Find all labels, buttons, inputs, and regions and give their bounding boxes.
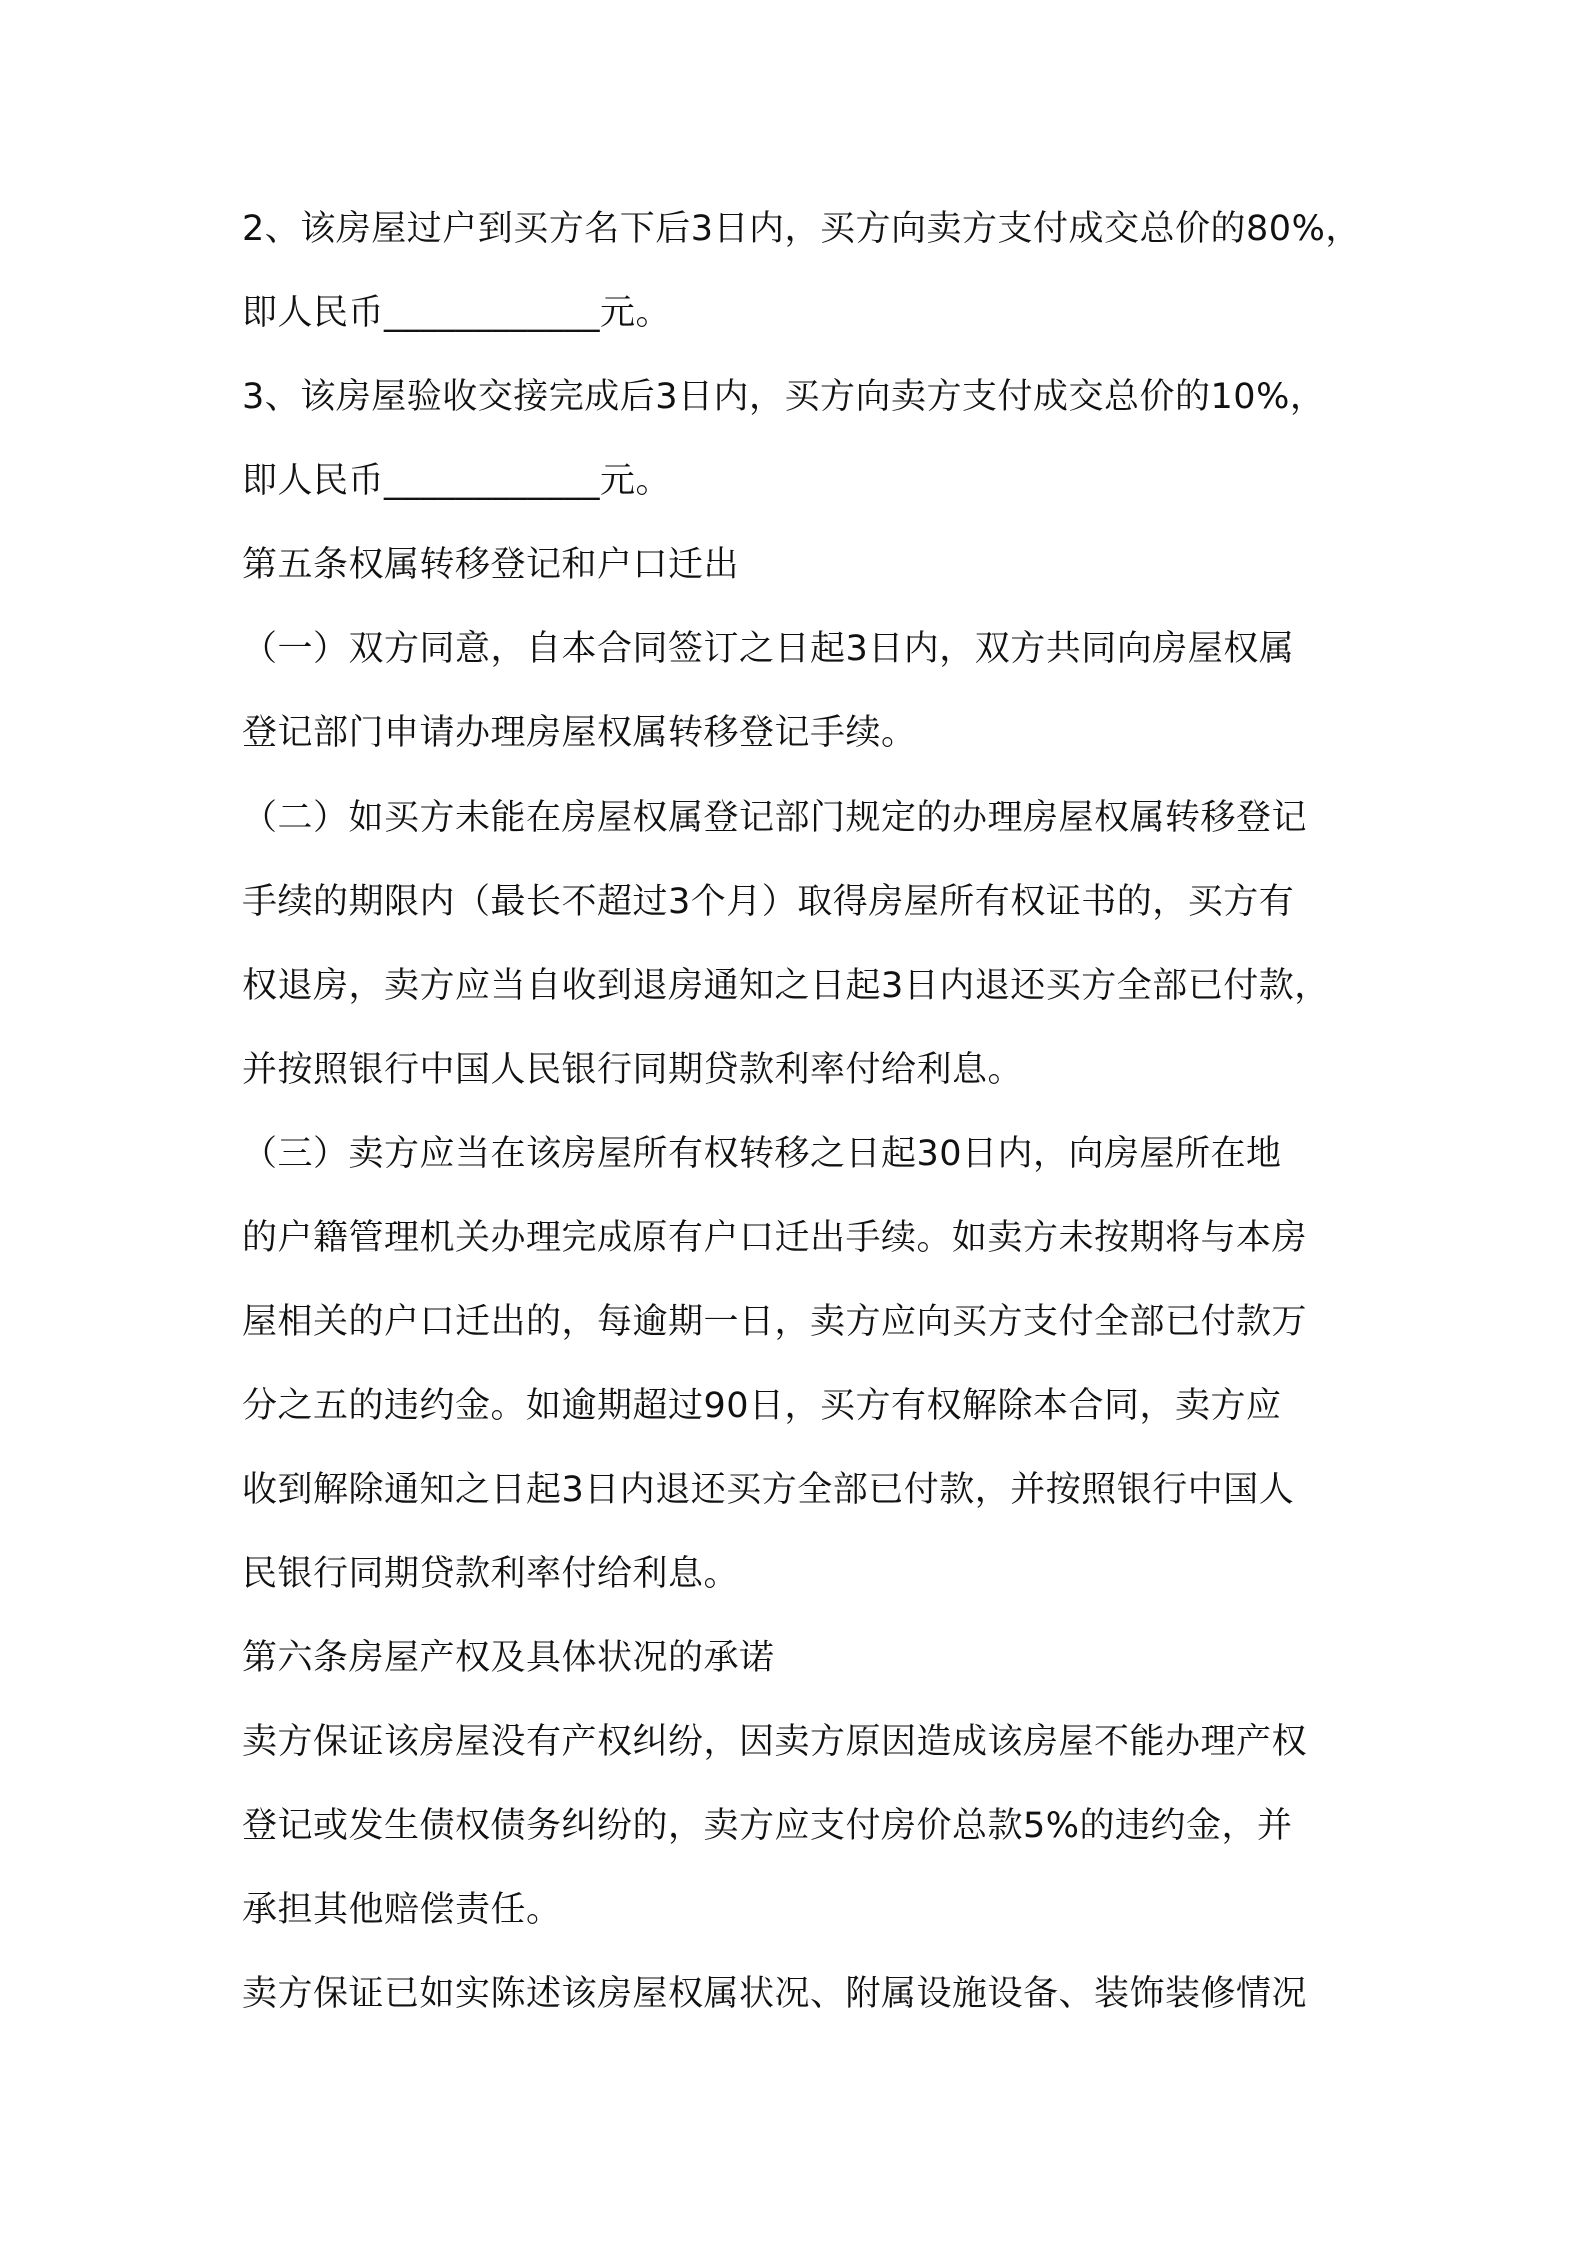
text-line: （二）如买方未能在房屋权属登记部门规定的办理房屋权属转移登记 [242, 798, 1308, 838]
text-line: 即人民币____________元。 [242, 461, 672, 501]
text-line: 手续的期限内（最长不超过3个月）取得房屋所有权证书的，买方有 [242, 882, 1295, 922]
text-line: 2、该房屋过户到买方名下后3日内，买方向卖方支付成交总价的80%， [242, 209, 1361, 249]
text-line: 卖方保证该房屋没有产权纠纷，因卖方原因造成该房屋不能办理产权 [242, 1722, 1308, 1762]
text-line: 收到解除通知之日起3日内退还买方全部已付款，并按照银行中国人 [242, 1470, 1295, 1510]
text-line: 分之五的违约金。如逾期超过90日，买方有权解除本合同，卖方应 [242, 1386, 1282, 1426]
section-heading: 第六条房屋产权及具体状况的承诺 [242, 1638, 775, 1678]
text-line: 即人民币____________元。 [242, 293, 672, 333]
text-line: （一）双方同意，自本合同签订之日起3日内，双方共同向房屋权属 [242, 629, 1295, 669]
text-line: 登记部门申请办理房屋权属转移登记手续。 [242, 713, 917, 753]
text-line: 承担其他赔偿责任。 [242, 1890, 562, 1930]
text-line: （三）卖方应当在该房屋所有权转移之日起30日内，向房屋所在地 [242, 1134, 1282, 1174]
text-line: 民银行同期贷款利率付给利息。 [242, 1554, 740, 1594]
text-line: 3、该房屋验收交接完成后3日内，买方向卖方支付成交总价的10%， [242, 377, 1326, 417]
text-line: 并按照银行中国人民银行同期贷款利率付给利息。 [242, 1050, 1024, 1090]
text-line: 权退房，卖方应当自收到退房通知之日起3日内退还买方全部已付款， [242, 966, 1330, 1006]
section-heading: 第五条权属转移登记和户口迁出 [242, 545, 740, 585]
text-line: 登记或发生债权债务纠纷的，卖方应支付房价总款5%的违约金，并 [242, 1806, 1293, 1846]
text-line: 屋相关的户口迁出的，每逾期一日，卖方应向买方支付全部已付款万 [242, 1302, 1308, 1342]
text-line: 卖方保证已如实陈述该房屋权属状况、附属设施设备、装饰装修情况 [242, 1974, 1308, 2014]
text-line: 的户籍管理机关办理完成原有户口迁出手续。如卖方未按期将与本房 [242, 1218, 1308, 1258]
